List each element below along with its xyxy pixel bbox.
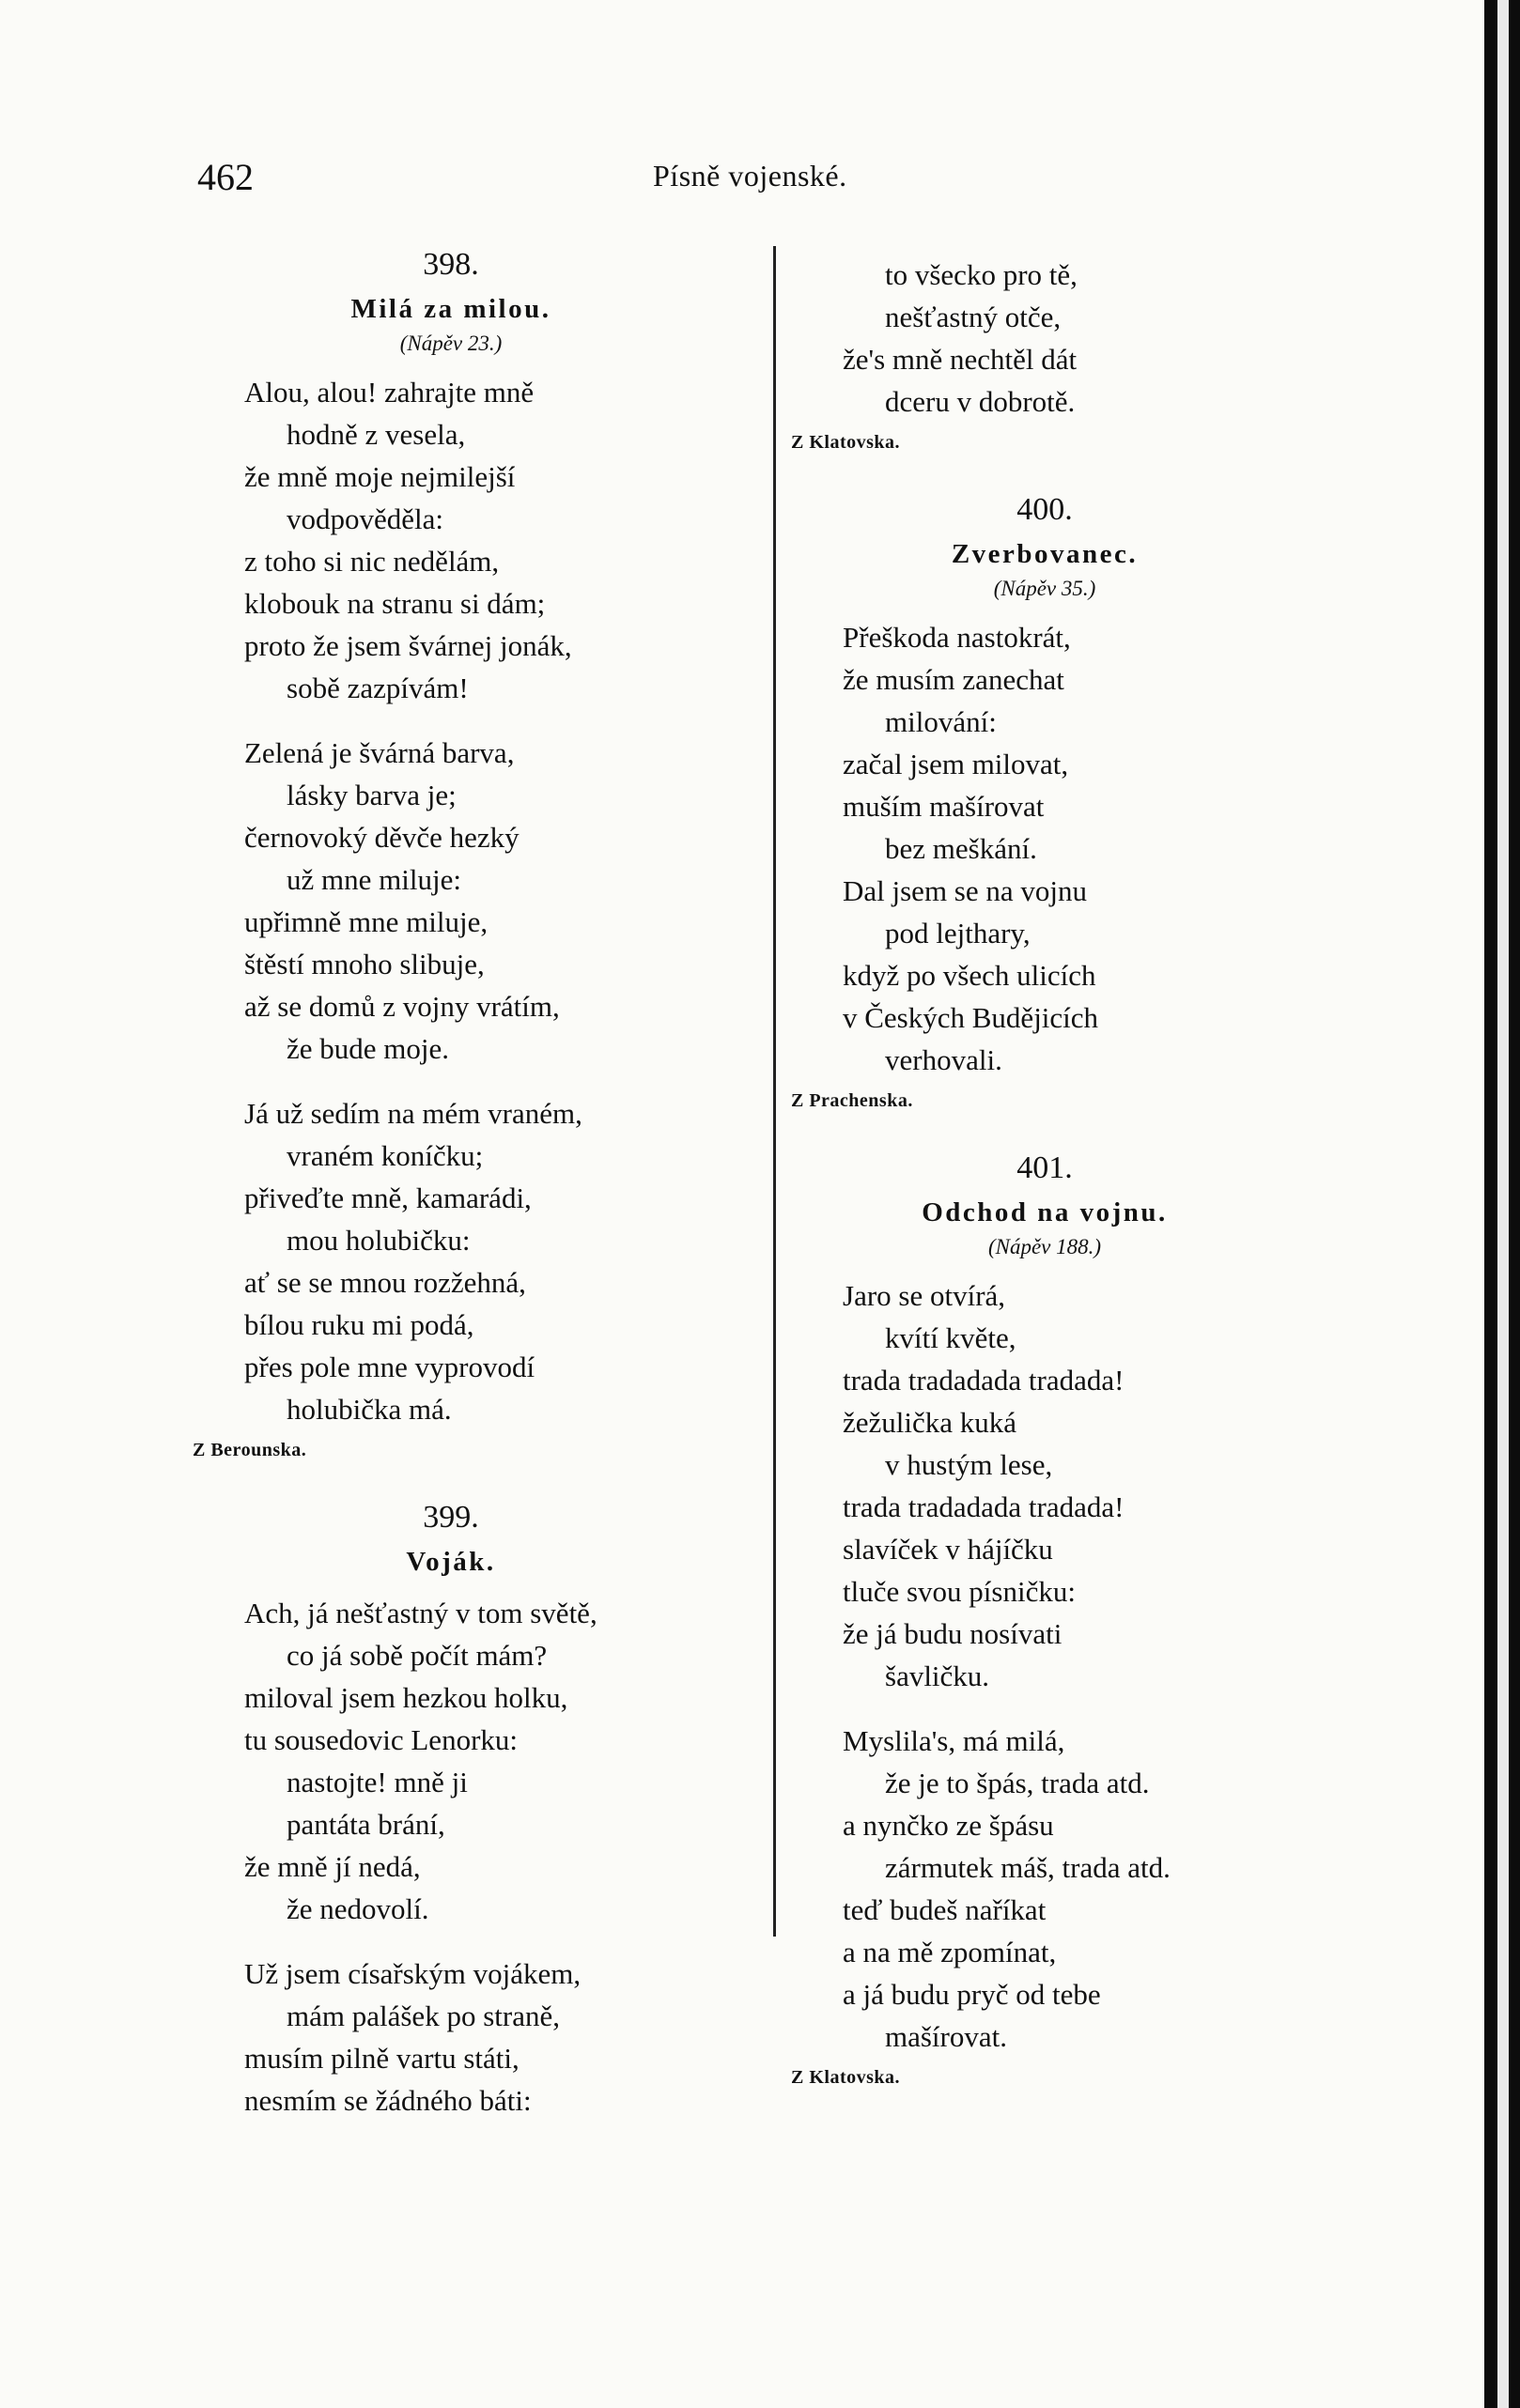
verse-line: bílou ruku mi podá, (244, 1308, 474, 1341)
verse-line: že mně jí nedá, (244, 1850, 421, 1883)
song-block (791, 1115, 1336, 2092)
song-region: Z Berounska. (193, 1440, 307, 1460)
melody-reference: (Nápěv 35.) (993, 577, 1096, 600)
verse-line: milování: (885, 705, 997, 738)
verse-line: mašírovat. (885, 2020, 1007, 2053)
verse-line: že je to špás, trada atd. (885, 1767, 1150, 1799)
stanza (791, 616, 1336, 1081)
verse-line: mou holubičku: (287, 1224, 471, 1257)
verse-line: musím pilně vartu státi, (244, 2042, 520, 2075)
verse-line: muším mašírovat (843, 790, 1045, 823)
verse-line: a na mě zpomínat, (843, 1936, 1057, 1968)
verse-line: začal jsem milovat, (843, 748, 1069, 780)
melody-reference: (Nápěv 23.) (399, 332, 503, 355)
verse-line: nešťastný otče, (885, 301, 1062, 333)
verse-line: klobouk na stranu si dám; (244, 587, 546, 620)
song-title: Voják. (406, 1547, 496, 1577)
song-title: Zverbovanec. (951, 539, 1139, 569)
verse-line: proto že jsem švárnej jonák, (244, 629, 572, 662)
verse-line: trada tradadada tradada! (843, 1364, 1124, 1397)
verse-line: hodně z vesela, (287, 418, 466, 451)
verse-line: Já už sedím na mém vraném, (244, 1097, 582, 1130)
verse-line: že já budu nosívati (843, 1617, 1062, 1650)
song-number: 401. (1016, 1150, 1073, 1185)
song-number: 400. (1016, 492, 1073, 527)
verse-line: Zelená je švárná barva, (244, 736, 515, 769)
song-block (791, 456, 1336, 1115)
verse-line: štěstí mnoho slibuje, (244, 948, 485, 980)
verse-line: lásky barva je; (287, 779, 457, 811)
verse-line: miloval jsem hezkou holku, (244, 1681, 568, 1714)
stanza (791, 1274, 1336, 1697)
verse-line: že mně moje nejmilejší (244, 460, 516, 493)
verse-line: když po všech ulicích (843, 959, 1096, 992)
page-header (197, 155, 1174, 202)
running-title: Písně vojenské. (653, 159, 847, 193)
verse-line: nesmím se žádného báti: (244, 2084, 532, 2117)
verse-line: pod lejthary, (885, 917, 1031, 949)
verse-line: holubička má. (287, 1393, 452, 1426)
song-spacer (791, 1115, 1336, 1143)
verse-line: tu sousedovic Lenorku: (244, 1723, 519, 1756)
verse-line: už mne miluje: (287, 863, 461, 896)
verse-line: slavíček v hájíčku (843, 1533, 1053, 1566)
scan-edge-bar (1497, 0, 1509, 2408)
stanza (193, 1092, 747, 1430)
stanza (791, 254, 1336, 423)
verse-line: Myslila's, má milá, (843, 1724, 1065, 1757)
verse-line: tluče svou písničku: (843, 1575, 1076, 1608)
verse-line: upřimně mne miluje, (244, 905, 489, 938)
right-column (791, 242, 1336, 2092)
verse-line: v hustým lese, (885, 1448, 1053, 1481)
verse-line: že musím zanechat (843, 663, 1064, 696)
verse-line: vodpověděla: (287, 502, 444, 535)
verse-line: a nynčko ze špásu (843, 1809, 1054, 1842)
verse-line: verhovali. (885, 1043, 1002, 1076)
song-title: Odchod na vojnu. (922, 1197, 1168, 1227)
song-title: Milá za milou. (350, 294, 551, 324)
stanza (193, 1953, 747, 2122)
page-number: 462 (197, 156, 254, 198)
verse-line: že nedovolí. (287, 1892, 429, 1925)
verse-line: sobě zazpívám! (287, 671, 469, 704)
song-block (193, 1464, 747, 2122)
verse-line: mám palášek po straně, (287, 1999, 560, 2032)
stanza (193, 732, 747, 1070)
verse-line: až se domů z vojny vrátím, (244, 990, 560, 1023)
song-number: 398. (423, 247, 479, 282)
verse-line: šavličku. (885, 1659, 990, 1692)
stanza (791, 1720, 1336, 2058)
column-divider (773, 246, 776, 1937)
verse-line: ať se se mnou rozžehná, (244, 1266, 526, 1299)
verse-line: černovoký děvče hezký (244, 821, 520, 854)
verse-line: to všecko pro tě, (885, 258, 1078, 291)
verse-line: Jaro se otvírá, (843, 1279, 1006, 1312)
verse-line: Přeškoda nastokrát, (843, 621, 1071, 654)
verse-line: trada tradadada tradada! (843, 1490, 1124, 1523)
song-number: 399. (423, 1500, 479, 1535)
verse-line: co já sobě počít mám? (287, 1639, 548, 1672)
verse-line: v Českých Budějicích (843, 1001, 1099, 1034)
verse-line: vraném koníčku; (287, 1139, 484, 1172)
song-region: Z Klatovska. (791, 432, 901, 453)
song-region: Z Prachenska. (791, 1090, 913, 1111)
verse-line: kvítí květe, (885, 1321, 1016, 1354)
verse-line: Už jsem císařským vojákem, (244, 1957, 582, 1990)
verse-line: pantáta brání, (287, 1808, 445, 1841)
song-spacer (791, 456, 1336, 485)
verse-line: bez meškání. (885, 832, 1037, 865)
verse-line: a já budu pryč od tebe (843, 1978, 1101, 2011)
scan-edge (1484, 0, 1520, 2408)
verse-line: přes pole mne vyprovodí (244, 1351, 535, 1383)
stanza (193, 371, 747, 709)
verse-line: dceru v dobrotě. (885, 385, 1076, 418)
verse-line: Alou, alou! zahrajte mně (244, 376, 535, 409)
verse-line: že's mně nechtěl dát (843, 343, 1078, 376)
song-region: Z Klatovska. (791, 2067, 901, 2088)
verse-line: zármutek máš, trada atd. (885, 1851, 1171, 1884)
verse-line: že bude moje. (287, 1032, 450, 1065)
verse-line: z toho si nic nedělám, (244, 545, 500, 578)
verse-line: žežulička kuká (843, 1406, 1017, 1439)
verse-line: teď budeš naříkat (843, 1893, 1047, 1926)
song-block (791, 254, 1336, 456)
verse-line: Ach, já nešťastný v tom světě, (244, 1597, 597, 1629)
verse-line: nastojte! mně ji (287, 1766, 468, 1798)
stanza (193, 1592, 747, 1930)
melody-reference: (Nápěv 188.) (987, 1235, 1102, 1258)
left-column (193, 239, 747, 2122)
song-spacer (193, 1464, 747, 1492)
verse-line: přiveďte mně, kamarádi, (244, 1181, 532, 1214)
verse-line: Dal jsem se na vojnu (843, 874, 1088, 907)
song-block (193, 239, 747, 1464)
